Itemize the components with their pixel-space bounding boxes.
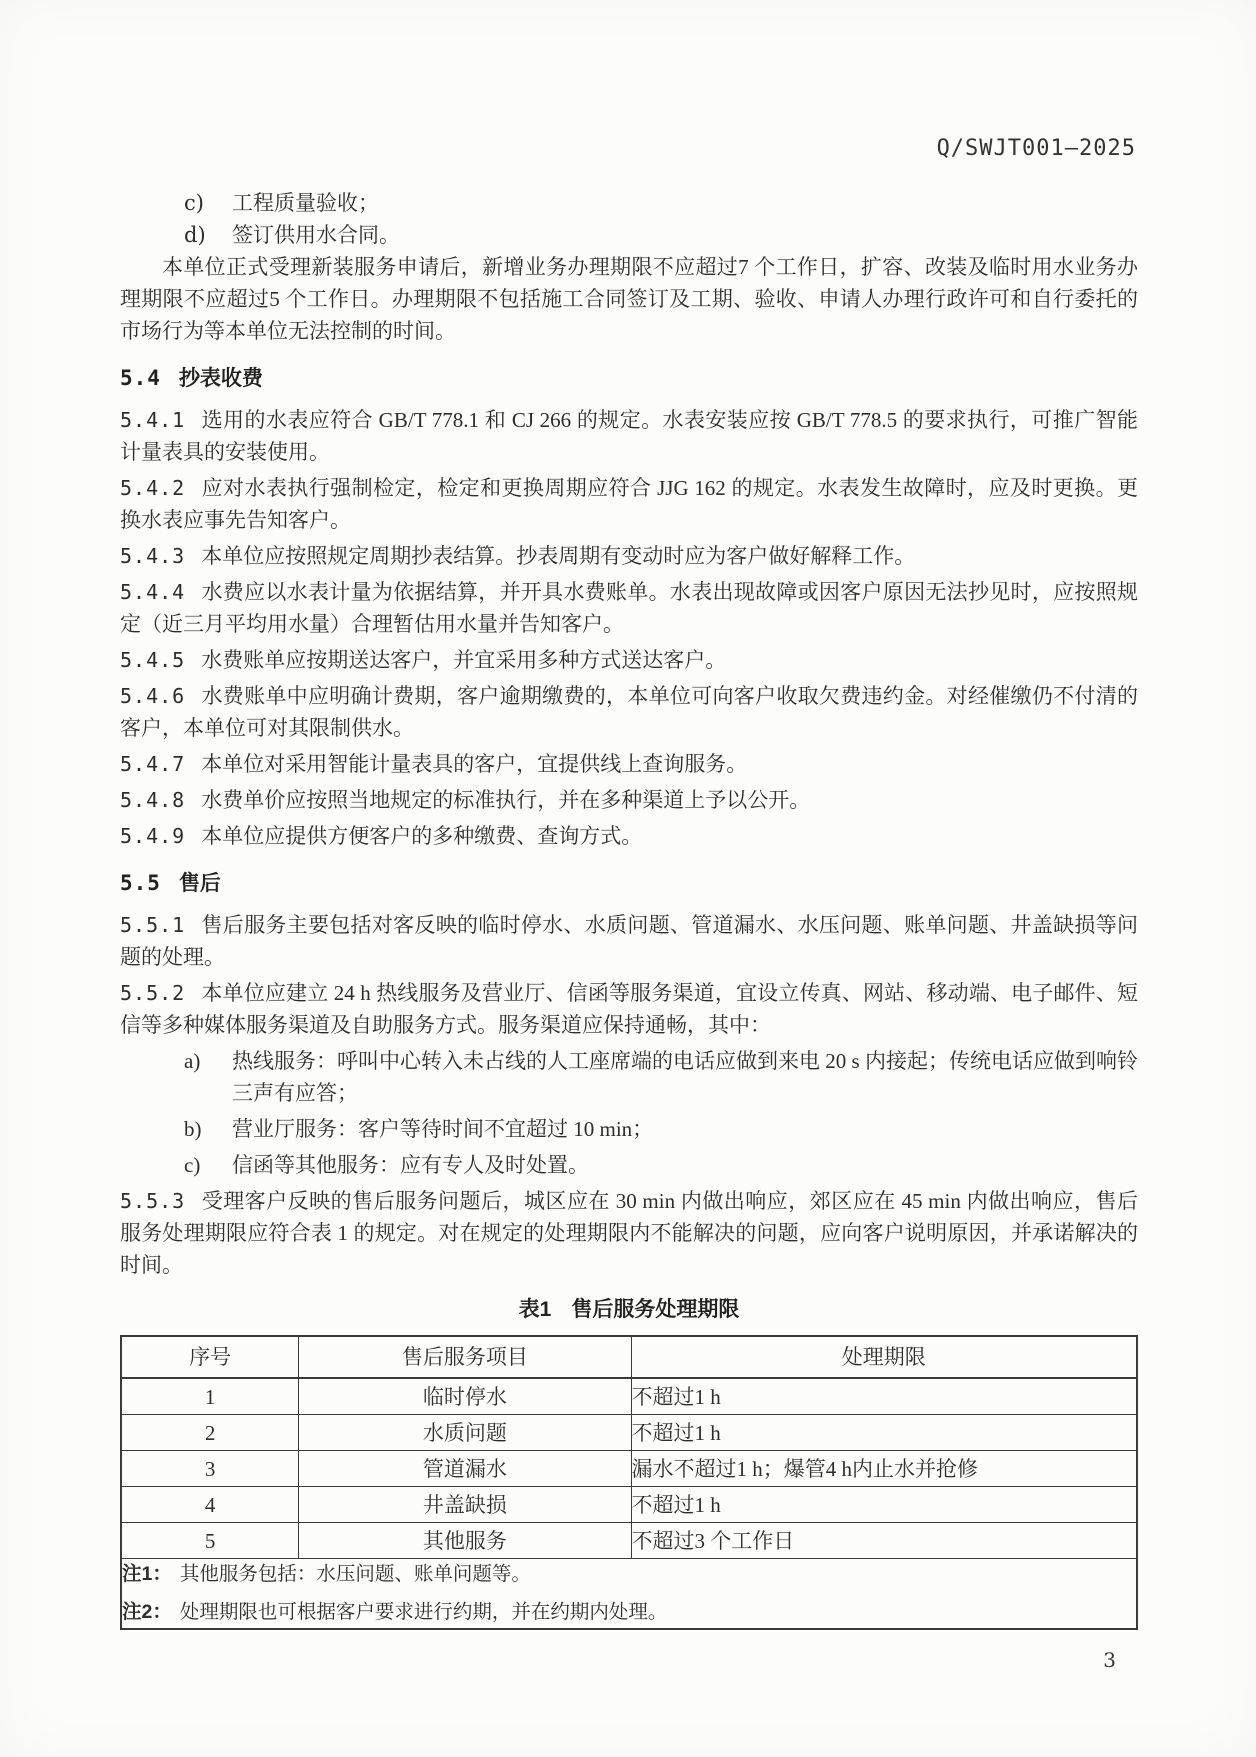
clause-text: 水费账单中应明确计费期，客户逾期缴费的，本单位可向客户收取欠费违约金。对经催缴仍不付清的客户，本单位可对其限制供水。 — [120, 684, 1138, 740]
clause-text: 水费单价应按照当地规定的标准执行，并在多种渠道上予以公开。 — [201, 788, 811, 812]
clause-5-5-3 — [120, 1185, 1138, 1281]
section-title: 抄表收费 — [178, 367, 263, 390]
table-row — [121, 1523, 1137, 1559]
table-header-seq: 序号 — [121, 1336, 299, 1378]
note-text: 处理期限也可根据客户要求进行约期，并在约期内处理。 — [179, 1602, 668, 1623]
table-row — [121, 1415, 1137, 1451]
note-text: 其他服务包括：水压问题、账单问题等。 — [179, 1564, 531, 1585]
clause-5-4-2 — [120, 472, 1138, 536]
list-marker: c) — [184, 191, 204, 215]
clause-5-4-3 — [120, 540, 1138, 572]
cell-seq: 3 — [121, 1451, 299, 1487]
clause-5-5-2 — [120, 977, 1138, 1041]
cell-limit: 漏水不超过1 h；爆管4 h内止水并抢修 — [631, 1451, 1137, 1487]
cell-limit: 不超过1 h — [631, 1487, 1137, 1523]
list-item-text: 热线服务：呼叫中心转入未占线的人工座席端的电话应做到来电 20 s 内接起；传统电话应做到响铃三声有应答； — [232, 1049, 1138, 1105]
clause-number: 5.4.3 — [120, 544, 186, 568]
table-row — [121, 1451, 1137, 1487]
clause-number: 5.4.1 — [120, 408, 186, 432]
table-header-limit: 处理期限 — [631, 1336, 1137, 1378]
cell-seq: 1 — [121, 1378, 299, 1415]
table-notes — [121, 1559, 1137, 1630]
clause-text: 本单位应建立 24 h 热线服务及营业厅、信函等服务渠道，宜设立传真、网站、移动端、电子邮件、短信等多种媒体服务渠道及自助服务方式。服务渠道应保持通畅，其中： — [120, 981, 1138, 1037]
list-marker: b) — [184, 1117, 202, 1141]
note-label: 注2： — [122, 1601, 172, 1623]
clause-5-4-6 — [120, 680, 1138, 744]
list-marker: a) — [184, 1049, 201, 1073]
cell-limit: 不超过1 h — [631, 1415, 1137, 1451]
list-item-c — [120, 187, 1138, 219]
cell-limit: 不超过3 个工作日 — [631, 1523, 1137, 1559]
clause-number: 5.5.3 — [120, 1189, 186, 1213]
list-item-text: 工程质量验收； — [232, 191, 379, 215]
cell-item: 其他服务 — [299, 1523, 631, 1559]
clause-5-4-9 — [120, 820, 1138, 852]
clause-text: 水费应以水表计量为依据结算，并开具水费账单。水表出现故障或因客户原因无法抄见时，应按照规定（近三月平均用水量）合理暂估用水量并告知客户。 — [120, 580, 1138, 636]
cell-item: 临时停水 — [299, 1378, 631, 1415]
table-title — [120, 1299, 1138, 1321]
clause-5-4-5 — [120, 644, 1138, 676]
clause-text: 受理客户反映的售后服务问题后，城区应在 30 min 内做出响应，郊区应在 45 min 内做出响应，售后服务处理期限应符合表 1 的规定。对在规定的处理期限内不能解决的问题，应向客户说明原因，并承诺解决的时间。 — [120, 1189, 1138, 1277]
sub-item-a — [120, 1045, 1138, 1109]
clause-text: 选用的水表应符合 GB/T 778.1 和 CJ 266 的规定。水表安装应按 GB/T 778.5 的要求执行，可推广智能计量表具的安装使用。 — [120, 408, 1138, 464]
table-title-text: 售后服务处理期限 — [571, 1298, 740, 1321]
cell-item: 水质问题 — [299, 1415, 631, 1451]
clause-5-4-4 — [120, 576, 1138, 640]
clause-text: 水费账单应按期送达客户，并宜采用多种方式送达客户。 — [201, 648, 727, 672]
clause-5-5-1 — [120, 909, 1138, 973]
cell-limit: 不超过1 h — [631, 1378, 1137, 1415]
list-item-d — [120, 219, 1138, 251]
section-5-5-heading — [120, 872, 1138, 895]
list-item-text: 信函等其他服务：应有专人及时处置。 — [232, 1153, 589, 1177]
cell-seq: 2 — [121, 1415, 299, 1451]
clause-text: 本单位应按照规定周期抄表结算。抄表周期有变动时应为客户做好解释工作。 — [201, 544, 916, 568]
sub-item-c — [120, 1149, 1138, 1181]
table-header-item: 售后服务项目 — [299, 1336, 631, 1378]
clause-number: 5.4.8 — [120, 788, 186, 812]
table-title-label: 表1 — [518, 1298, 552, 1321]
list-marker: d) — [184, 223, 206, 247]
page-number: 3 — [1103, 1648, 1116, 1672]
document-content — [120, 187, 1138, 1630]
table-header-row — [121, 1336, 1137, 1378]
cell-item: 管道漏水 — [299, 1451, 631, 1487]
clause-number: 5.4.9 — [120, 824, 186, 848]
note-1 — [122, 1559, 1136, 1590]
standard-code: Q/SWJT001—2025 — [936, 136, 1136, 161]
table-row — [121, 1378, 1137, 1415]
clause-5-4-7 — [120, 748, 1138, 780]
intro-paragraph: 本单位正式受理新装服务申请后，新增业务办理期限不应超过7 个工作日，扩容、改装及临时用水业务办理期限不应超过5 个工作日。办理期限不包括施工合同签订及工期、验收、申请人办理行政许可和自行委托的市场行为等本单位无法控制的时间。 — [120, 255, 1138, 343]
after-sales-table — [120, 1335, 1138, 1630]
list-item-text: 营业厅服务：客户等待时间不宜超过 10 min； — [232, 1117, 654, 1141]
table-row — [121, 1487, 1137, 1523]
cell-item: 井盖缺损 — [299, 1487, 631, 1523]
clause-number: 5.4.2 — [120, 476, 186, 500]
clause-text: 应对水表执行强制检定，检定和更换周期应符合 JJG 162 的规定。水表发生故障时，应及时更换。更换水表应事先告知客户。 — [120, 476, 1138, 532]
cell-seq: 4 — [121, 1487, 299, 1523]
clause-number: 5.4.6 — [120, 684, 186, 708]
clause-number: 5.4.4 — [120, 580, 186, 604]
clause-text: 售后服务主要包括对客反映的临时停水、水质问题、管道漏水、水压问题、账单问题、井盖缺损等问题的处理。 — [120, 913, 1138, 969]
clause-number: 5.5.2 — [120, 981, 186, 1005]
clause-number: 5.4.5 — [120, 648, 186, 672]
clause-5-4-1 — [120, 404, 1138, 468]
clause-text: 本单位应提供方便客户的多种缴费、查询方式。 — [201, 824, 643, 848]
cell-seq: 5 — [121, 1523, 299, 1559]
clause-number: 5.5.1 — [120, 913, 186, 937]
note-2 — [122, 1597, 1136, 1628]
section-number: 5.5 — [120, 871, 161, 895]
list-marker: c) — [184, 1153, 201, 1177]
clause-number: 5.4.7 — [120, 752, 186, 776]
page-header — [0, 0, 1256, 161]
clause-text: 本单位对采用智能计量表具的客户，宜提供线上查询服务。 — [201, 752, 748, 776]
list-item-text: 签订供用水合同。 — [232, 223, 400, 247]
section-title: 售后 — [178, 872, 221, 895]
section-number: 5.4 — [120, 366, 161, 390]
table-notes-row — [121, 1559, 1137, 1630]
note-label: 注1： — [122, 1563, 172, 1585]
sub-item-b — [120, 1113, 1138, 1145]
clause-5-4-8 — [120, 784, 1138, 816]
section-5-4-heading — [120, 367, 1138, 390]
